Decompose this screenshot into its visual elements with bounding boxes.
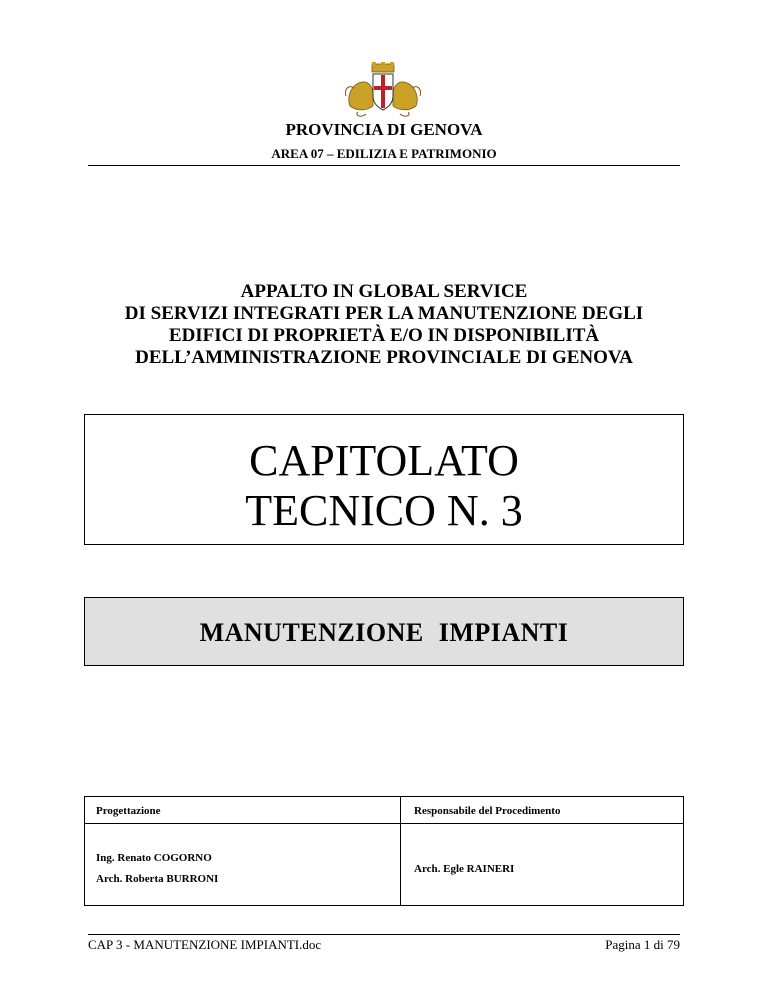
contract-title-line: EDIFICI DI PROPRIETÀ E/O IN DISPONIBILITÀ bbox=[168, 325, 600, 346]
document-title-line: TECNICO N. 3 bbox=[245, 486, 523, 535]
document-title-line: CAPITOLATO bbox=[249, 436, 519, 485]
contract-title-line: DI SERVIZI INTEGRATI PER LA MANUTENZIONE DEGLI bbox=[124, 303, 644, 324]
footer-divider bbox=[88, 934, 680, 935]
document-title bbox=[85, 436, 683, 536]
manager-name: Arch. Egle RAINERI bbox=[414, 863, 515, 875]
design-name: Arch. Roberta BURRONI bbox=[96, 873, 219, 885]
subject-box bbox=[84, 597, 684, 666]
contract-title bbox=[60, 281, 708, 369]
footer-filename: CAP 3 - MANUTENZIONE IMPIANTI.doc bbox=[88, 937, 322, 952]
contract-title-line: DELL’AMMINISTRAZIONE PROVINCIALE DI GENOVA bbox=[135, 347, 633, 368]
organization-name: PROVINCIA DI GENOVA bbox=[285, 120, 483, 139]
contract-title-line: APPALTO IN GLOBAL SERVICE bbox=[240, 281, 528, 302]
manager-header: Responsabile del Procedimento bbox=[414, 805, 561, 817]
document-title-box bbox=[84, 414, 684, 545]
design-header: Progettazione bbox=[96, 805, 161, 817]
table-divider-horizontal bbox=[85, 823, 683, 824]
subject-title: MANUTENZIONE IMPIANTI bbox=[199, 618, 569, 647]
table-divider-vertical bbox=[400, 797, 401, 905]
coat-of-arms-icon bbox=[340, 62, 426, 120]
signature-table bbox=[84, 796, 684, 906]
header-divider bbox=[88, 165, 680, 166]
footer-page-number: Pagina 1 di 79 bbox=[605, 937, 680, 952]
design-name: Ing. Renato COGORNO bbox=[96, 852, 212, 864]
department-name: AREA 07 – EDILIZIA E PATRIMONIO bbox=[271, 146, 497, 161]
